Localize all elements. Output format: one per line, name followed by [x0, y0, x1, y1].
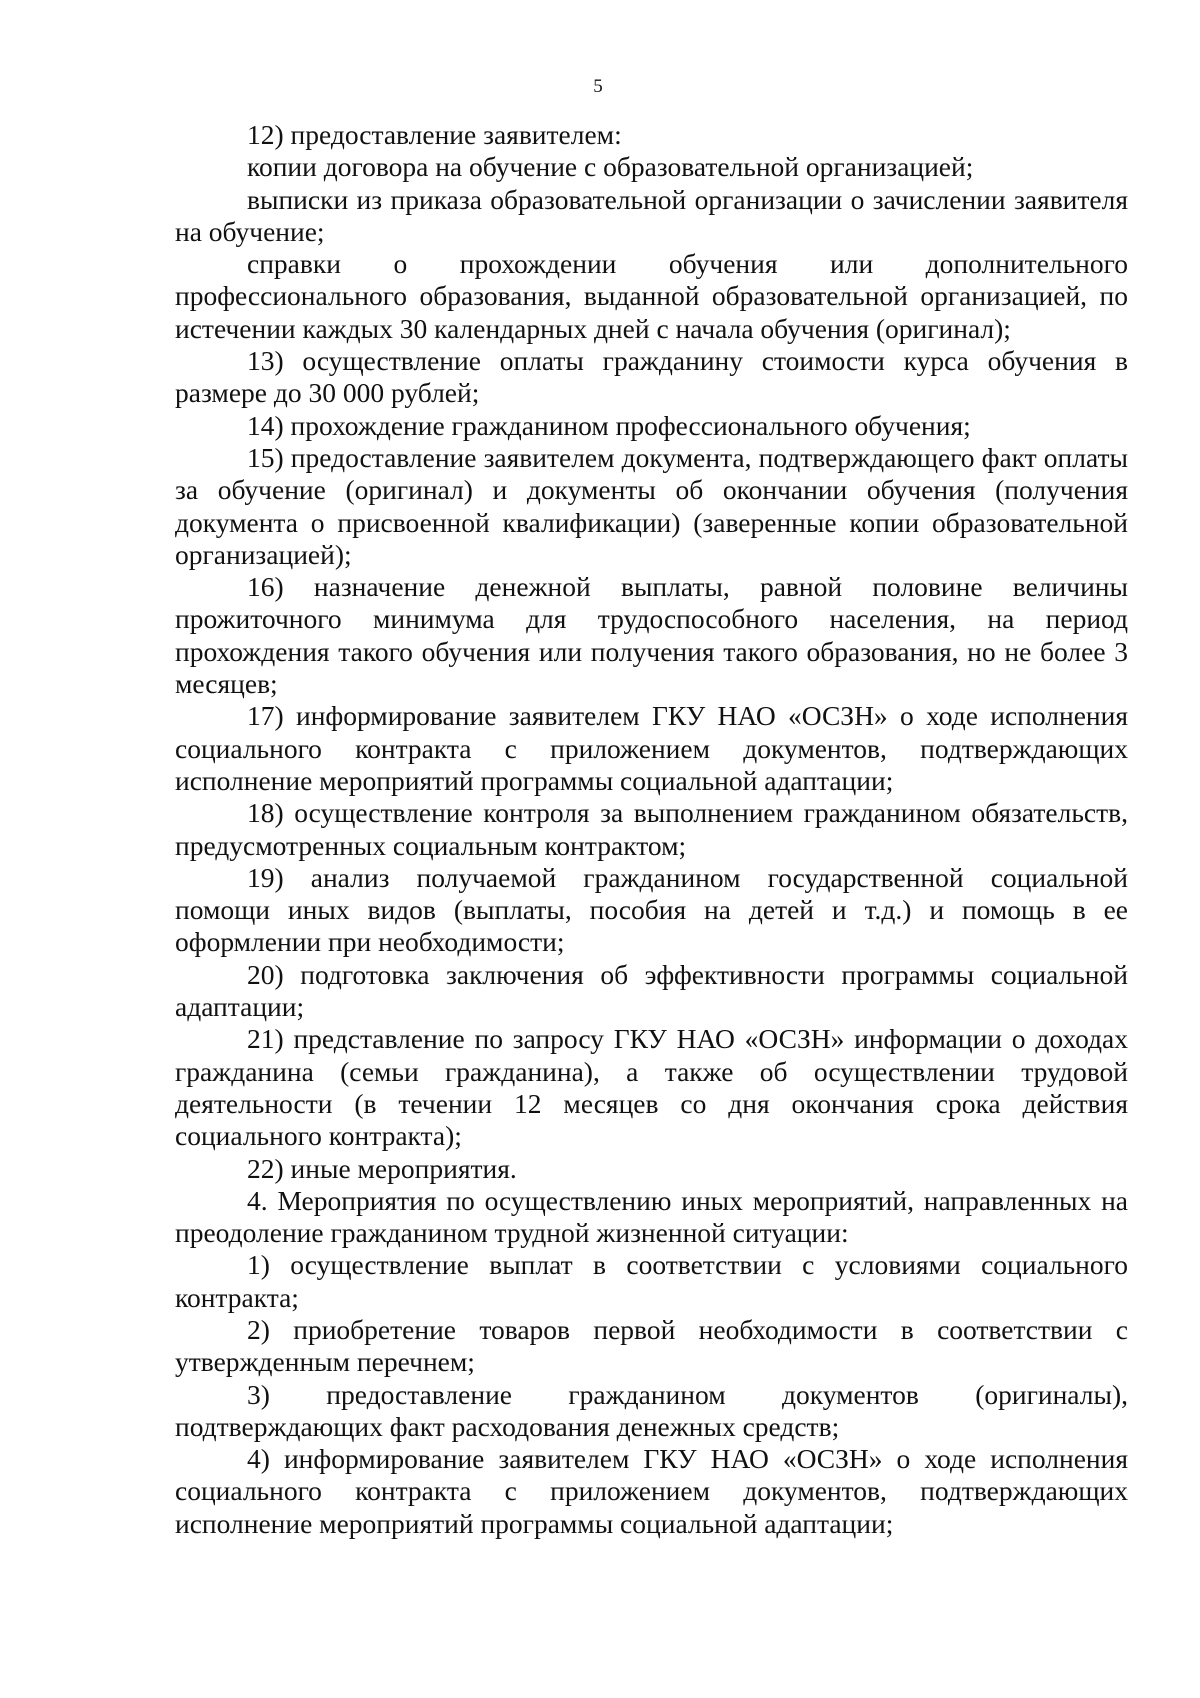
paragraph-item-18: 18) осуществление контроля за выполнением гражданином обязательств, предусмотренных социальным контрактом;	[175, 797, 1128, 861]
paragraph-item-14: 14) прохождение гражданином профессионального обучения;	[247, 409, 971, 441]
paragraph-item-19: 19) анализ получаемой гражданином государственной социальной помощи иных видов (выплаты, пособия на детей и т.д.) и помощь в ее оформлении при необходимости;	[175, 861, 1128, 958]
paragraph-section-4-item-2: 2) приобретение товаров первой необходимости в соответствии с утвержденным перечнем;	[175, 1313, 1128, 1378]
paragraph-section-4-item-3: 3) предоставление гражданином документов (оригиналы), подтверждающих факт расходования денежных средств;	[175, 1378, 1128, 1442]
document-body	[175, 119, 1128, 1540]
paragraph-study-certificate: справки о прохождении обучения или дополнительного профессионального образования, выданной образовательной организацией, по истечении каждых 30 календарных дней с начала обучения (оригинал);	[175, 248, 1128, 344]
paragraph-section-4: 4. Мероприятия по осуществлению иных мероприятий, направленных на преодоление гражданином трудной жизненной ситуации:	[175, 1184, 1128, 1249]
paragraph-item-17: 17) информирование заявителем ГКУ НАО «ОСЗН» о ходе исполнения социального контракта с приложением документов, подтверждающих исполнение мероприятий программы социальной адаптации;	[175, 700, 1128, 796]
paragraph-item-20: 20) подготовка заключения об эффективности программы социальной адаптации;	[175, 958, 1128, 1023]
paragraph-item-21: 21) представление по запросу ГКУ НАО «ОСЗН» информации о доходах гражданина (семьи гражданина), а также об осуществлении трудовой деятельности (в течении 12 месяцев со дня окончания срока действия социального контракта);	[175, 1023, 1128, 1152]
paragraph-item-15: 15) предоставление заявителем документа, подтверждающего факт оплаты за обучение (оригинал) и документы об окончании обучения (получения документа о присвоенной квалификации) (заверенные копии образовательной организацией);	[175, 441, 1128, 570]
paragraph-item-12: 12) предоставление заявителем:	[247, 119, 622, 150]
paragraph-section-4-item-1: 1) осуществление выплат в соответствии с условиями социального контракта;	[175, 1249, 1128, 1313]
paragraph-section-4-item-4: 4) информирование заявителем ГКУ НАО «ОСЗН» о ходе исполнения социального контракта с приложением документов, подтверждающих исполнение мероприятий программы социальной адаптации;	[175, 1443, 1128, 1539]
page-number: 5	[593, 76, 603, 97]
paragraph-enrollment-extract: выписки из приказа образовательной организации о зачислении заявителя на обучение;	[175, 183, 1128, 247]
paragraph-contract-copy: копии договора на обучение с образовательной организацией;	[247, 151, 974, 183]
paragraph-item-22: 22) иные мероприятия.	[247, 1152, 517, 1184]
paragraph-item-16: 16) назначение денежной выплаты, равной половине величины прожиточного минимума для трудоспособного населения, на период прохождения такого обучения или получения такого образования, но не более 3 месяцев;	[175, 571, 1128, 700]
paragraph-item-13: 13) осуществление оплаты гражданину стоимости курса обучения в размере до 30 000 рублей;	[175, 345, 1128, 409]
